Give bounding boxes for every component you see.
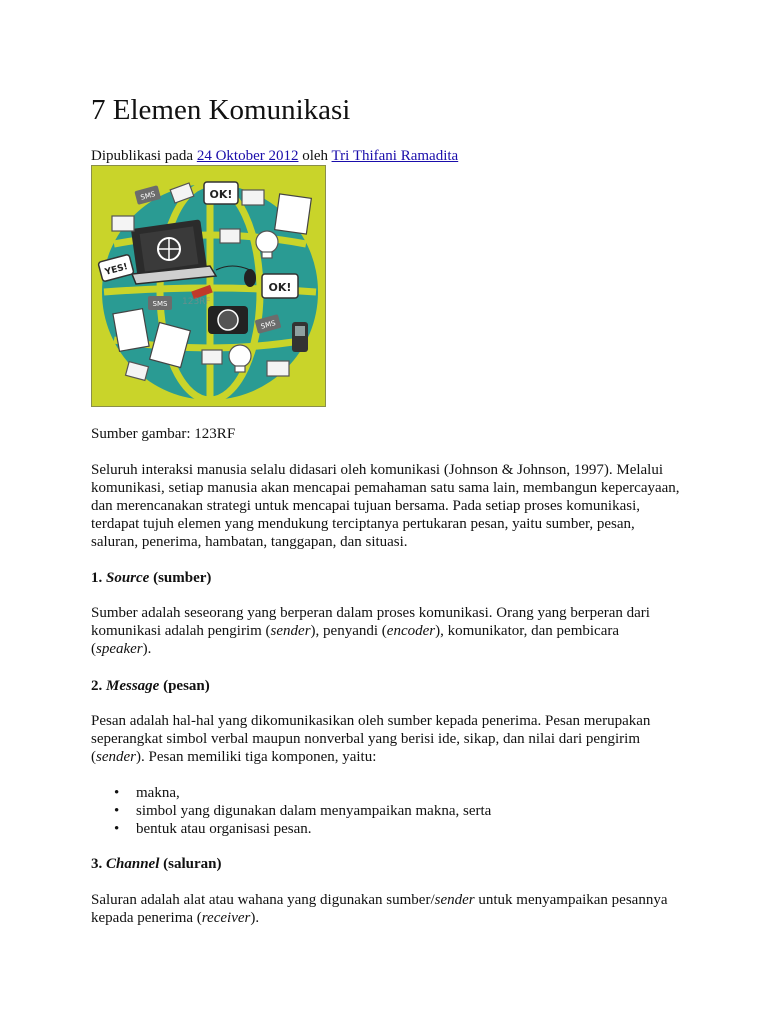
section-1-term: Source	[106, 570, 150, 586]
image-caption: Sumber gambar: 123RF	[91, 426, 236, 442]
svg-text:SMS: SMS	[139, 190, 157, 202]
mouse-icon	[244, 269, 256, 287]
speech-bubble-ok-1	[204, 182, 238, 204]
section-1-paragraph: Sumber adalah seseorang yang berperan dalam proses komunikasi. Orang yang berperan dari komunikasi adalah pengirim (sender), penyandi (encoder), komunikator, dan pembicara (speaker).	[91, 605, 650, 657]
svg-text:SMS: SMS	[152, 300, 168, 308]
svg-text:YES!: YES!	[103, 262, 130, 278]
svg-text:OK!: OK!	[268, 281, 292, 294]
intro-paragraph: Seluruh interaksi manusia selalu didasari oleh komunikasi (Johnson & Johnson, 1997). Melalui komunikasi, setiap manusia akan mencapai pemahaman satu sama lain, membangun kepercayaan, dan merencanakan strategi untuk mencapai tujuan bersama. Pada setiap proses komunikasi, terdapat tujuh elemen yang mendukung terciptanya pertukaran pesan, yaitu sumber, pesan, saluran, penerima, hambatan, tanggapan, dan situasi.	[91, 462, 680, 550]
article-illustration	[91, 165, 326, 407]
page-title: 7 Elemen Komunikasi	[91, 94, 351, 126]
section-3-term: Channel	[106, 856, 160, 872]
sms-badge-2	[148, 296, 172, 310]
section-2-term: Message	[106, 678, 160, 694]
byline-prefix: Dipublikasi pada	[91, 148, 197, 164]
section-2-bullet-list	[91, 784, 681, 838]
watermark: 123RF	[182, 297, 211, 307]
section-1-heading: 1. Source (sumber)	[91, 570, 212, 586]
date-link[interactable]: 24 Oktober 2012	[196, 148, 299, 164]
section-2-heading: 2. Message (pesan)	[91, 678, 210, 694]
byline-mid: oleh	[298, 148, 332, 164]
svg-text:OK!: OK!	[209, 188, 233, 201]
mobile-phone-icon	[292, 322, 308, 352]
list-item: • bentuk atau organisasi pesan.	[136, 820, 681, 838]
speech-bubble-ok-2	[262, 274, 298, 298]
communication-globe-illustration	[92, 166, 326, 407]
svg-text:SMS: SMS	[260, 319, 277, 331]
section-3-heading: 3. Channel (saluran)	[91, 856, 222, 872]
byline	[91, 147, 458, 165]
list-item: • simbol yang digunakan dalam menyampaikan makna, serta	[136, 802, 681, 820]
section-2-paragraph: Pesan adalah hal-hal yang dikomunikasikan oleh sumber kepada penerima. Pesan merupakan seperangkat simbol verbal maupun nonverbal yang berisi ide, sikap, dan nilai dari pengirim (sender). Pesan memiliki tiga komponen, yaitu:	[91, 713, 651, 765]
camera-icon	[208, 306, 248, 334]
author-link[interactable]: Tri Thifani Ramadita	[331, 148, 459, 164]
section-3-paragraph: Saluran adalah alat atau wahana yang digunakan sumber/sender untuk menyampaikan pesannya kepada penerima (receiver).	[91, 892, 668, 926]
list-item: • makna,	[136, 784, 681, 802]
